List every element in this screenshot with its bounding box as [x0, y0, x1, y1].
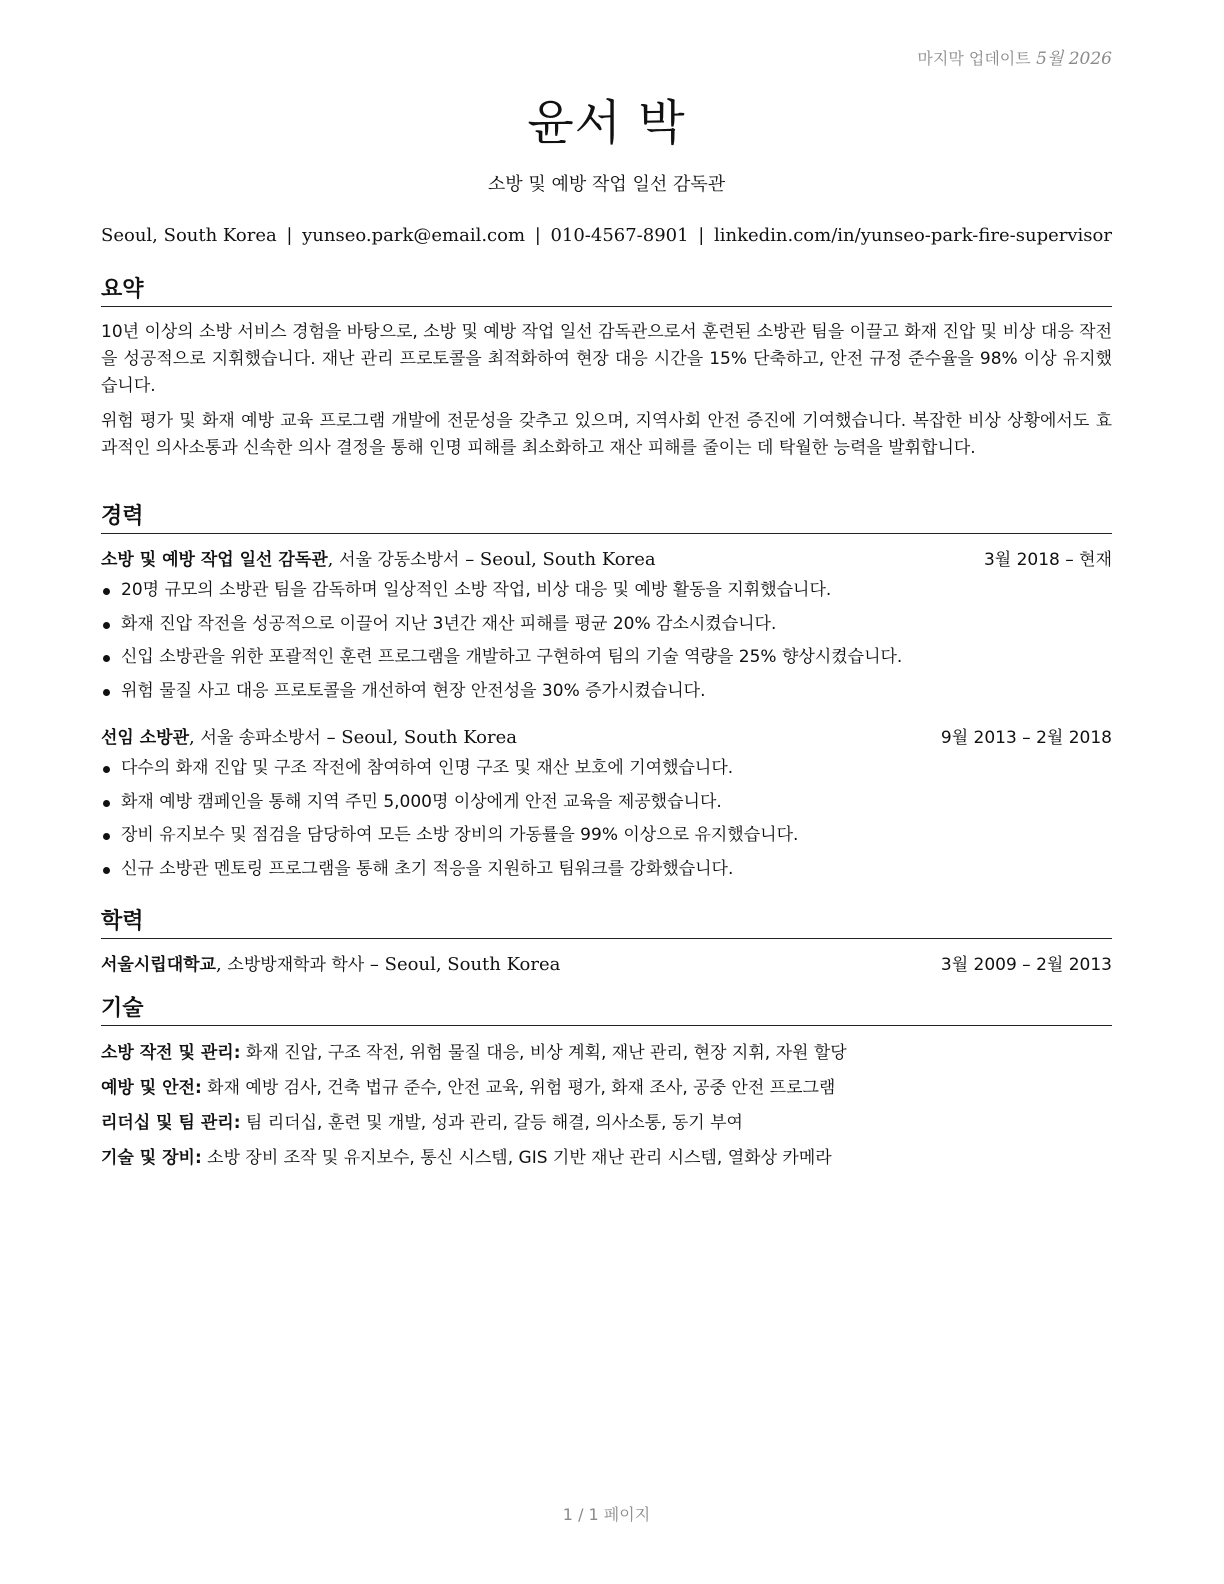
skill-row: [101, 1106, 1112, 1141]
summary-paragraph: 위험 평가 및 화재 예방 교육 프로그램 개발에 전문성을 갖추고 있으며, 지역사회 안전 증진에 기여했습니다. 복잡한 비상 상황에서도 효과적인 의사소통과 신속한 의사 결정을 통해 인명 피해를 최소화하고 재산 피해를 줄이는 데 탁월한 능력을 발휘합니다.: [101, 411, 1112, 458]
education-location: Seoul, South Korea: [384, 954, 561, 975]
skill-items: 화재 진압, 구조 작전, 위험 물질 대응, 비상 계획, 재난 관리, 현장 지휘, 자원 할당: [245, 1043, 847, 1063]
contact-separator: |: [698, 225, 705, 246]
skill-items: 소방 장비 조작 및 유지보수, 통신 시스템, GIS 기반 재난 관리 시스템, 열화상 카메라: [207, 1148, 832, 1168]
list-item: 화재 예방 캠페인을 통해 지역 주민 5,000명 이상에게 안전 교육을 제공했습니다.: [101, 786, 1112, 820]
education-entry: 서울시립대학교, 소방방재학과 학사 – Seoul, South Korea 3월 2009 – 2월 2013: [101, 951, 1112, 979]
skill-category: 예방 및 안전:: [101, 1078, 202, 1098]
summary-section: [101, 276, 1112, 462]
job-dates: 9월 2013 – 2월 2018: [940, 728, 1112, 748]
job-header: 소방 및 예방 작업 일선 감독관, 서울 강동소방서 – Seoul, South Korea 3월 2018 – 현재: [101, 546, 1112, 574]
job-role: 소방 및 예방 작업 일선 감독관: [101, 550, 328, 570]
job-entry: [101, 546, 1112, 708]
list-item: 신입 소방관을 위한 포괄적인 훈련 프로그램을 개발하고 구현하여 팀의 기술 역량을 25% 향상시켰습니다.: [101, 641, 1112, 675]
education-school: 서울시립대학교: [101, 955, 216, 975]
job-entry: [101, 724, 1112, 886]
list-item: 신규 소방관 멘토링 프로그램을 통해 초기 적응을 지원하고 팀워크를 강화했습니다.: [101, 853, 1112, 887]
job-bullets: [101, 752, 1112, 886]
contact-separator: |: [286, 225, 293, 246]
last-updated-label: 마지막 업데이트: [917, 49, 1031, 68]
job-dates: 3월 2018 – 현재: [983, 550, 1112, 570]
section-title-education: 학력: [101, 908, 1112, 939]
skills-section: [101, 995, 1112, 1176]
education-dates: 3월 2009 – 2월 2013: [940, 955, 1112, 975]
skill-row: [101, 1036, 1112, 1071]
section-title-skills: 기술: [101, 995, 1112, 1026]
candidate-name: 윤서 박: [527, 95, 686, 151]
skill-row: [101, 1071, 1112, 1106]
job-location: Seoul, South Korea: [479, 549, 656, 570]
list-item: 장비 유지보수 및 점검을 담당하여 모든 소방 장비의 가동률을 99% 이상으로 유지했습니다.: [101, 819, 1112, 853]
education-degree: 소방방재학과 학사: [227, 955, 365, 975]
contact-email[interactable]: yunseo.park@email.com: [302, 225, 526, 246]
education-section: [101, 908, 1112, 979]
job-role: 선임 소방관: [101, 728, 190, 748]
list-item: 위험 물질 사고 대응 프로토콜을 개선하여 현장 안전성을 30% 증가시켰습니다.: [101, 675, 1112, 709]
job-location: Seoul, South Korea: [341, 727, 518, 748]
list-item: 화재 진압 작전을 성공적으로 이끌어 지난 3년간 재산 피해를 평균 20% 감소시켰습니다.: [101, 608, 1112, 642]
list-item: 다수의 화재 진압 및 구조 작전에 참여하여 인명 구조 및 재산 보호에 기여했습니다.: [101, 752, 1112, 786]
contact-phone[interactable]: 010-4567-8901: [550, 225, 689, 246]
skill-row: [101, 1141, 1112, 1176]
last-updated-date: 5월 2026: [1036, 49, 1112, 69]
list-item: 20명 규모의 소방관 팀을 감독하며 일상적인 소방 작업, 비상 대응 및 예방 활동을 지휘했습니다.: [101, 574, 1112, 608]
contact-linkedin[interactable]: linkedin.com/in/yunseo-park-fire-supervisor: [713, 225, 1112, 246]
experience-section: [101, 503, 1112, 886]
skill-category: 리더십 및 팀 관리:: [101, 1113, 241, 1133]
job-org: 서울 강동소방서: [339, 550, 460, 570]
contact-separator: |: [534, 225, 541, 246]
skill-category: 기술 및 장비:: [101, 1148, 202, 1168]
section-title-experience: 경력: [101, 503, 1112, 534]
last-updated: [917, 44, 1112, 69]
page-indicator: 1 / 1 페이지: [562, 1505, 651, 1524]
candidate-headline: 소방 및 예방 작업 일선 감독관: [487, 174, 726, 195]
contact-location: Seoul, South Korea: [101, 225, 277, 246]
job-header: 선임 소방관, 서울 송파소방서 – Seoul, South Korea 9월 2013 – 2월 2018: [101, 724, 1112, 752]
contact-line: [101, 225, 1112, 246]
skill-category: 소방 작전 및 관리:: [101, 1043, 241, 1063]
skill-items: 팀 리더십, 훈련 및 개발, 성과 관리, 갈등 해결, 의사소통, 동기 부여: [245, 1113, 743, 1133]
job-org: 서울 송파소방서: [200, 728, 321, 748]
skills-list: [101, 1036, 1112, 1176]
section-title-summary: 요약: [101, 276, 1112, 307]
summary-paragraph: 10년 이상의 소방 서비스 경험을 바탕으로, 소방 및 예방 작업 일선 감독관으로서 훈련된 소방관 팀을 이끌고 화재 진압 및 비상 대응 작전을 성공적으로 지휘했습니다. 재난 관리 프로토콜을 최적화하여 현장 대응 시간을 15% 단축하고, 안전 규정 준수율을 98% 이상 유지했습니다.: [101, 322, 1112, 396]
resume-page: [101, 0, 1112, 1584]
job-bullets: [101, 574, 1112, 708]
skill-items: 화재 예방 검사, 건축 법규 준수, 안전 교육, 위험 평가, 화재 조사, 공중 안전 프로그램: [207, 1078, 836, 1098]
